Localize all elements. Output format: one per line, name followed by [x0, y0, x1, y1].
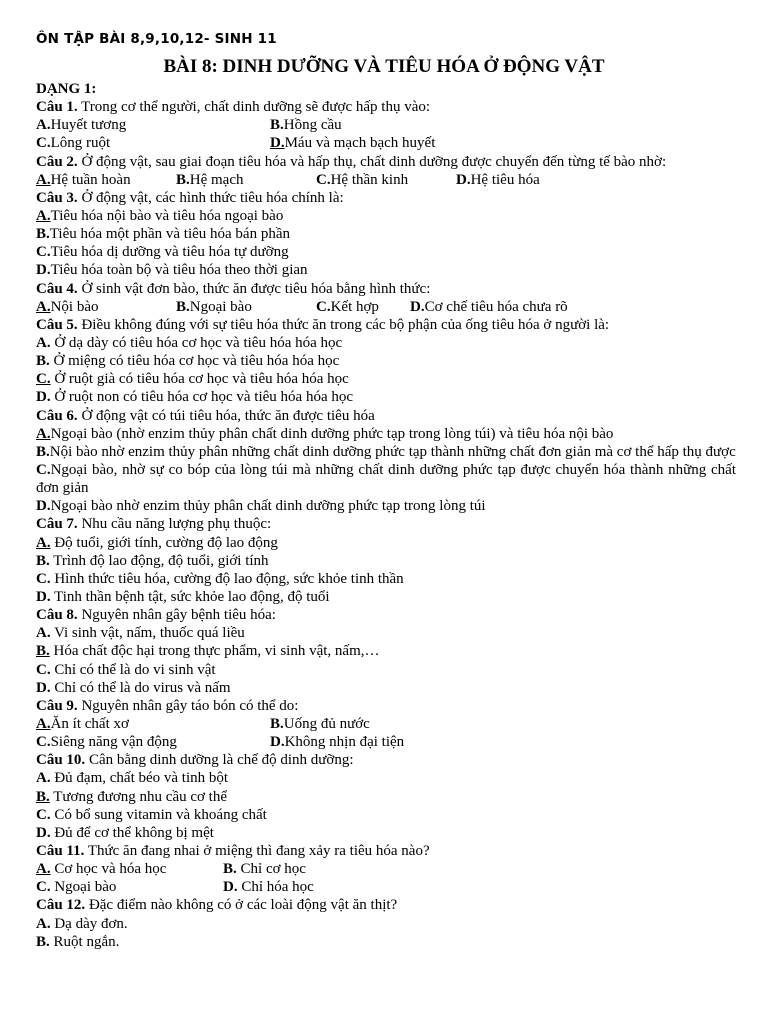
option-text: Chỉ hóa học: [237, 879, 314, 896]
q9-option-c[interactable]: [36, 733, 270, 751]
option-text: Dạ dày đơn.: [50, 915, 128, 932]
option-text: Chỉ có thể là do virus và nấm: [50, 679, 231, 696]
option-text: Vi sinh vật, nấm, thuốc quá liều: [50, 625, 245, 642]
q9-option-b[interactable]: [270, 715, 370, 733]
q3-option-d[interactable]: [36, 261, 736, 279]
option-text: Kết hợp: [330, 298, 379, 315]
option-text: Tiêu hóa một phần và tiêu hóa bán phần: [49, 226, 290, 243]
q-text: Đặc điểm nào không có ở các loài động vật ăn thịt?: [85, 897, 398, 914]
option-letter-answer: A.: [36, 534, 51, 551]
option-letter: C.: [36, 570, 51, 587]
q2-option-b[interactable]: [176, 171, 316, 189]
question-5: [36, 316, 736, 334]
q6-option-c[interactable]: [36, 461, 736, 497]
option-letter-answer: A.: [36, 171, 51, 188]
option-letter: B.: [270, 715, 284, 732]
q-label: Câu 12.: [36, 897, 86, 914]
q9-option-d[interactable]: [270, 733, 404, 751]
q8-option-d[interactable]: [36, 679, 736, 697]
option-text: Ở ruột non có tiêu hóa cơ học và tiêu hóa hóa học: [50, 389, 354, 406]
q3-option-b[interactable]: [36, 225, 736, 243]
option-text: Uống đủ nước: [283, 715, 370, 732]
option-text: Ngoại bào: [189, 298, 252, 315]
option-letter: B.: [36, 933, 50, 950]
option-text: Hóa chất độc hại trong thực phẩm, vi sinh vật, nấm,…: [49, 643, 380, 660]
option-text: Nội bào: [50, 298, 99, 315]
question-6: [36, 407, 736, 425]
option-text: Ngoại bào, nhờ sự co bóp của lòng túi mà những chất dinh dưỡng phức tạp được chuyển hóa thành những chất đơn giản: [36, 461, 736, 497]
q4-option-d[interactable]: [410, 298, 568, 316]
option-letter: D.: [36, 262, 51, 279]
option-letter-answer: A.: [36, 298, 51, 315]
q-text: Nguyên nhân gây táo bón có thể do:: [77, 697, 299, 714]
q11-option-d[interactable]: [223, 878, 314, 896]
option-text: Hình thức tiêu hóa, cường độ lao động, sức khỏe tinh thần: [50, 570, 404, 587]
q2-option-a[interactable]: [36, 171, 176, 189]
q1-options-row1: [36, 116, 736, 134]
q-text: Ở động vật có túi tiêu hóa, thức ăn được tiêu hóa: [77, 407, 375, 424]
option-letter-answer: A.: [36, 861, 51, 878]
q1-options-row2: [36, 134, 736, 152]
option-text: Hệ mạch: [189, 171, 244, 188]
doc-header: ÔN TẬP BÀI 8,9,10,12- SINH 11: [36, 31, 277, 47]
option-text: Đủ để cơ thể không bị mệt: [50, 824, 214, 841]
q-label: Câu 5.: [36, 316, 78, 333]
option-text: Trình độ lao động, độ tuổi, giới tính: [49, 552, 269, 569]
question-10: [36, 751, 736, 769]
q1-option-d[interactable]: [270, 134, 435, 152]
option-letter-answer: B.: [36, 643, 50, 660]
q5-option-a[interactable]: [36, 334, 736, 352]
q3-option-c[interactable]: [36, 243, 736, 261]
q1-option-b[interactable]: [270, 116, 342, 134]
option-letter: A.: [36, 334, 51, 351]
question-1: [36, 98, 736, 116]
question-7: [36, 515, 736, 533]
option-letter-answer: B.: [36, 788, 50, 805]
question-3: [36, 189, 736, 207]
option-letter: C.: [36, 135, 51, 152]
option-letter: A.: [36, 625, 51, 642]
option-text: Hệ tiêu hóa: [470, 171, 540, 188]
q6-option-a[interactable]: [36, 425, 736, 443]
option-text: Tinh thần bệnh tật, sức khỏe lao động, độ tuổi: [50, 589, 330, 605]
option-letter: D.: [270, 734, 285, 751]
q8-option-a[interactable]: [36, 624, 736, 642]
option-text: Cơ học và hóa học: [50, 861, 167, 878]
option-text: Ngoại bào (nhờ enzim thủy phân chất dinh dưỡng phức tạp trong lòng túi) và tiêu hóa nội bào: [50, 425, 614, 442]
option-letter: B.: [36, 552, 50, 569]
q7-option-a[interactable]: [36, 534, 736, 552]
q5-option-b[interactable]: [36, 352, 736, 370]
option-text: Tiêu hóa toàn bộ và tiêu hóa theo thời gian: [50, 262, 308, 279]
q-label: Câu 2.: [36, 153, 78, 170]
option-letter-answer: D.: [270, 135, 285, 152]
option-text: Có bổ sung vitamin và khoáng chất: [50, 806, 267, 823]
option-letter: B.: [176, 298, 190, 315]
q-label: Câu 9.: [36, 697, 78, 714]
option-text: Không nhịn đại tiện: [284, 734, 405, 751]
option-text: Chỉ cơ học: [236, 861, 306, 878]
option-letter: B.: [176, 171, 190, 188]
q4-option-a[interactable]: [36, 298, 176, 316]
option-text: Chỉ có thể là do vi sinh vật: [50, 661, 216, 678]
q-label: Câu 3.: [36, 189, 78, 206]
q10-option-a[interactable]: [36, 769, 736, 787]
q-text: Ở động vật, các hình thức tiêu hóa chính là:: [77, 189, 344, 206]
q-text: Trong cơ thể người, chất dinh dưỡng sẽ được hấp thụ vào:: [77, 99, 431, 116]
q-label: Câu 11.: [36, 842, 85, 859]
option-text: Máu và mạch bạch huyết: [284, 135, 436, 152]
option-letter: C.: [36, 734, 51, 751]
question-9: [36, 697, 736, 715]
q-text: Ở động vật, sau giai đoạn tiêu hóa và hấp thụ, chất dinh dưỡng được chuyển đến từng tế bào nhờ:: [77, 153, 667, 170]
option-text: Ruột ngắn.: [49, 933, 120, 950]
option-letter: B.: [36, 353, 50, 370]
q8-option-c[interactable]: [36, 661, 736, 679]
option-text: Cơ chế tiêu hóa chưa rõ: [424, 298, 568, 315]
option-letter: C.: [36, 806, 51, 823]
option-letter: C.: [36, 244, 51, 261]
option-letter: D.: [223, 879, 238, 896]
question-2: [36, 153, 736, 171]
option-text: Hệ tuần hoàn: [50, 171, 131, 188]
option-letter: B.: [36, 226, 50, 243]
option-letter: B.: [36, 443, 50, 460]
option-letter: D.: [36, 498, 51, 515]
option-letter: D.: [36, 824, 51, 841]
option-text: Hồng cầu: [283, 117, 342, 134]
q-text: Thức ăn đang nhai ở miệng thì đang xảy ra tiêu hóa nào?: [84, 842, 430, 859]
option-letter: C.: [316, 171, 331, 188]
option-letter: D.: [36, 389, 51, 406]
q-label: Câu 10.: [36, 752, 86, 769]
option-text: Lông ruột: [50, 135, 111, 152]
q9-options-row2: [36, 733, 736, 751]
q1-option-c[interactable]: [36, 134, 270, 152]
lesson-title: BÀI 8: DINH DƯỠNG VÀ TIÊU HÓA Ở ĐỘNG VẬT: [163, 56, 605, 77]
q-text: Điều không đúng với sự tiêu hóa thức ăn trong các bộ phận của ống tiêu hóa ở người là:: [77, 316, 610, 333]
option-text: Ăn ít chất xơ: [50, 715, 129, 732]
q11-options-row1: [36, 860, 736, 878]
q7-option-c[interactable]: [36, 570, 736, 588]
q9-options-row1: [36, 715, 736, 733]
option-letter: B.: [270, 117, 284, 134]
option-letter: A.: [36, 117, 51, 134]
option-text: Hệ thần kinh: [330, 171, 409, 188]
option-text: Ở dạ dày có tiêu hóa cơ học và tiêu hóa hóa học: [50, 334, 343, 351]
q11-option-c[interactable]: [36, 878, 223, 896]
option-text: Ở miệng có tiêu hóa cơ học và tiêu hóa hóa học: [49, 353, 340, 370]
q-text: Ở sinh vật đơn bào, thức ăn được tiêu hóa bằng hình thức:: [77, 280, 431, 297]
option-letter: D.: [36, 589, 51, 605]
section-label: DẠNG 1:: [36, 81, 97, 97]
q-text: Nhu cầu năng lượng phụ thuộc:: [77, 516, 272, 533]
q6-option-b[interactable]: [36, 443, 736, 461]
question-4: [36, 280, 736, 298]
q1-option-a[interactable]: [36, 116, 270, 134]
q5-option-d[interactable]: [36, 388, 736, 406]
option-text: Huyết tương: [50, 117, 127, 134]
q-text: Cân bằng dinh dưỡng là chế độ dinh dưỡng:: [85, 752, 354, 769]
q4-options: [36, 298, 736, 316]
option-letter: C.: [36, 879, 51, 896]
option-letter: D.: [456, 171, 471, 188]
q3-option-a[interactable]: [36, 207, 736, 225]
q6-option-d[interactable]: [36, 497, 736, 515]
q7-option-b[interactable]: [36, 552, 736, 570]
option-letter: A.: [36, 915, 51, 932]
option-letter: C.: [316, 298, 331, 315]
q8-option-b[interactable]: [36, 642, 736, 660]
option-text: Tương đương nhu cầu cơ thể: [49, 788, 228, 805]
q7-option-d[interactable]: [36, 588, 736, 606]
q10-option-d[interactable]: [36, 824, 736, 842]
q2-options: [36, 171, 736, 189]
q-text: Nguyên nhân gây bệnh tiêu hóa:: [77, 607, 276, 624]
option-text: Ngoại bào: [50, 879, 117, 896]
question-8: [36, 606, 736, 624]
option-text: Ở ruột già có tiêu hóa cơ học và tiêu hóa hóa học: [50, 371, 349, 388]
q11-options-row2: [36, 878, 736, 896]
q11-option-a[interactable]: [36, 860, 223, 878]
question-list: [36, 80, 736, 951]
option-text: Tiêu hóa nội bào và tiêu hóa ngoại bào: [50, 208, 284, 224]
q11-option-b[interactable]: [223, 860, 306, 878]
option-text: Siêng năng vận động: [50, 734, 177, 751]
option-text: Nội bào nhờ enzim thủy phân những chất dinh dưỡng phức tạp thành những chất đơn giản mà cơ thể hấp thụ được: [49, 443, 736, 460]
q-label: Câu 6.: [36, 407, 78, 424]
option-letter-answer: A.: [36, 208, 51, 224]
question-12: [36, 896, 736, 914]
q-label: Câu 7.: [36, 516, 78, 533]
option-text: Độ tuổi, giới tính, cường độ lao động: [50, 534, 278, 551]
q10-option-c[interactable]: [36, 806, 736, 824]
option-letter: B.: [223, 861, 237, 878]
option-text: Đủ đạm, chất béo và tinh bột: [50, 770, 229, 787]
q2-option-d[interactable]: [456, 171, 540, 189]
q5-option-c[interactable]: [36, 370, 736, 388]
option-letter: D.: [36, 679, 51, 696]
option-text: Tiêu hóa dị dưỡng và tiêu hóa tự dưỡng: [50, 244, 289, 261]
q-label: Câu 4.: [36, 280, 78, 297]
q4-option-c[interactable]: [316, 298, 410, 316]
option-letter-answer: C.: [36, 371, 51, 388]
q10-option-b[interactable]: [36, 788, 736, 806]
q4-option-b[interactable]: [176, 298, 316, 316]
question-11: [36, 842, 736, 860]
option-text: Ngoại bào nhờ enzim thủy phân chất dinh dưỡng phức tạp trong lòng túi: [50, 498, 486, 515]
q-label: Câu 1.: [36, 99, 78, 116]
q-label: Câu 8.: [36, 607, 78, 624]
option-letter: C.: [36, 461, 51, 478]
option-letter: D.: [410, 298, 425, 315]
q2-option-c[interactable]: [316, 171, 456, 189]
q9-option-a[interactable]: [36, 715, 270, 733]
option-letter-answer: A.: [36, 715, 51, 732]
q12-option-b[interactable]: [36, 933, 736, 951]
option-letter: C.: [36, 661, 51, 678]
option-letter-answer: A.: [36, 425, 51, 442]
q12-option-a[interactable]: [36, 915, 736, 933]
option-letter: A.: [36, 770, 51, 787]
